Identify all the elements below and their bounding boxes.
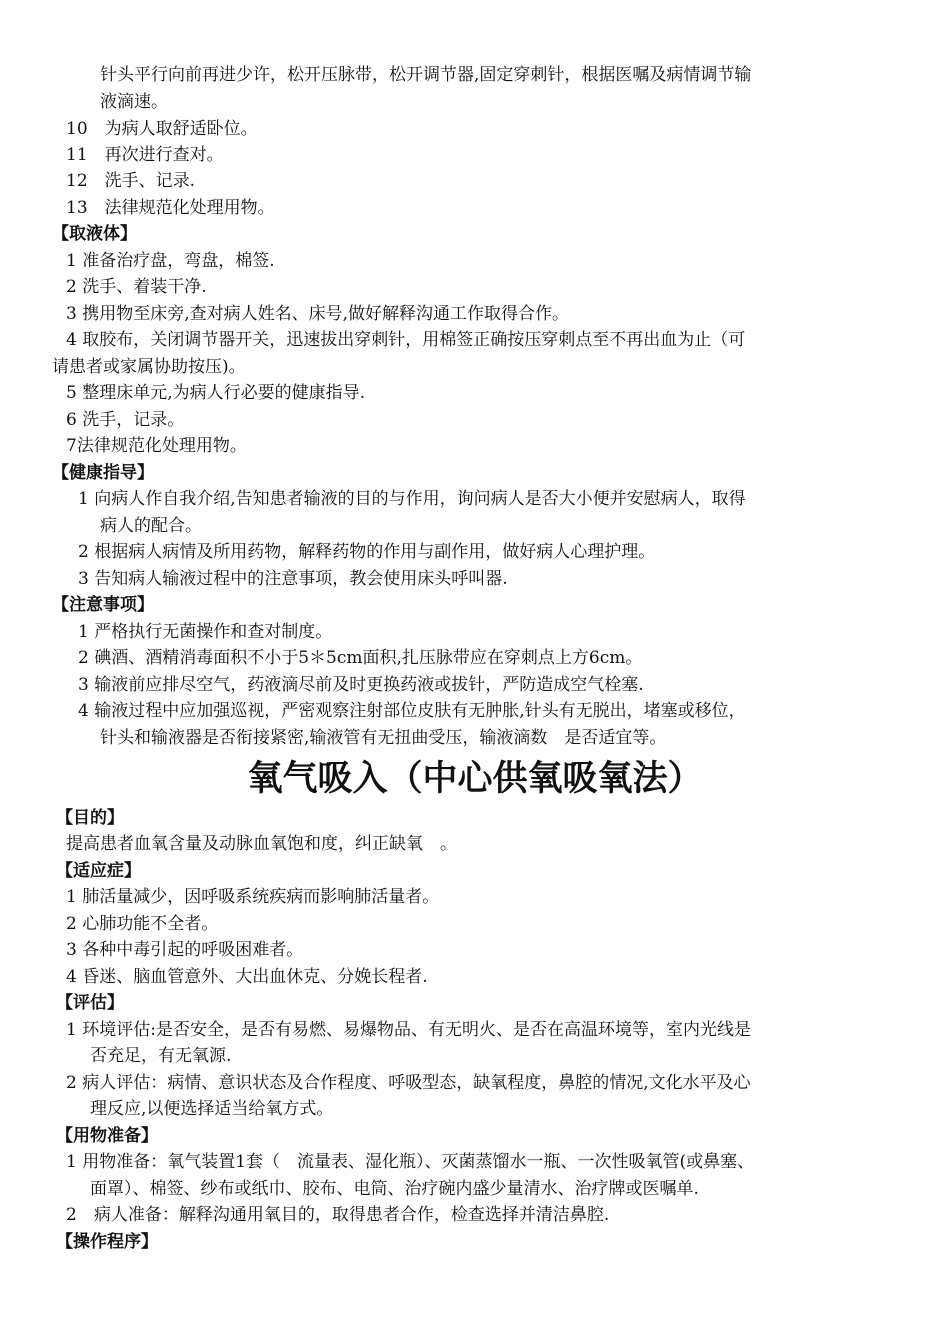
health-guidance-heading: 【健康指导】	[52, 463, 154, 483]
precautions-item-4: 4 输液过程中应加强巡视，严密观察注射部位皮肤有无肿胀,针头有无脱出，堵塞或移位，	[78, 701, 746, 721]
supplies-heading: 【用物准备】	[56, 1126, 158, 1146]
step-13: 13 法律规范化处理用物。	[66, 198, 275, 218]
take-fluid-item-7: 7法律规范化处理用物。	[66, 436, 247, 456]
assessment-item-1-continued: 否充足，有无氧源.	[90, 1046, 232, 1066]
oxygen-section-title: 氧气吸入（中心供氧吸氧法）	[247, 759, 703, 799]
precautions-item-2: 2 碘酒、酒精消毒面积不小于5＊5cm面积,扎压脉带应在穿刺点上方6cm。	[78, 648, 643, 668]
step-11: 11 再次进行查对。	[66, 145, 224, 165]
supplies-item-1: 1 用物准备：氧气装置1套（ 流量表、湿化瓶）、灭菌蒸馏水一瓶、一次性吸氧管(或鼻塞、	[66, 1152, 755, 1172]
assessment-item-2-continued: 理反应,以便选择适当给氧方式。	[90, 1099, 334, 1119]
take-fluid-item-3: 3 携用物至床旁,查对病人姓名、床号,做好解释沟通工作取得合作。	[66, 304, 570, 324]
take-fluid-item-1: 1 准备治疗盘，弯盘，棉签.	[66, 251, 275, 271]
step-9-continued-line-2: 液滴速。	[100, 92, 168, 112]
assessment-heading: 【评估】	[56, 993, 124, 1013]
procedure-heading: 【操作程序】	[56, 1232, 158, 1252]
precautions-item-3: 3 输液前应排尽空气，药液滴尽前及时更换药液或拔针，严防造成空气栓塞.	[78, 675, 644, 695]
indications-item-2: 2 心肺功能不全者。	[66, 914, 219, 934]
supplies-item-2: 2 病人准备：解释沟通用氧目的，取得患者合作，检查选择并清洁鼻腔.	[66, 1205, 610, 1225]
indications-item-1: 1 肺活量减少，因呼吸系统疾病而影响肺活量者。	[66, 887, 440, 907]
health-guidance-item-2: 2 根据病人病情及所用药物，解释药物的作用与副作用，做好病人心理护理。	[78, 542, 656, 562]
take-fluid-heading: 【取液体】	[52, 224, 137, 244]
take-fluid-item-2: 2 洗手、着装干净.	[66, 277, 207, 297]
purpose-heading: 【目的】	[56, 808, 124, 828]
health-guidance-item-1: 1 向病人作自我介绍,告知患者输液的目的与作用，询问病人是否大小便并安慰病人，取得	[78, 489, 746, 509]
precautions-heading: 【注意事项】	[52, 595, 154, 615]
indications-item-4: 4 昏迷、脑血管意外、大出血休克、分娩长程者.	[66, 967, 428, 987]
precautions-item-1: 1 严格执行无菌操作和查对制度。	[78, 622, 333, 642]
step-9-continued-line-1: 针头平行向前再进少许，松开压脉带，松开调节器,固定穿刺针，根据医嘱及病情调节输	[100, 65, 752, 85]
step-10: 10 为病人取舒适卧位。	[66, 119, 258, 139]
step-12: 12 洗手、记录.	[66, 171, 196, 191]
assessment-item-1: 1 环境评估:是否安全，是否有易燃、易爆物品、有无明火、是否在高温环境等，室内光线是	[66, 1020, 751, 1040]
take-fluid-item-6: 6 洗手，记录。	[66, 410, 185, 430]
indications-heading: 【适应症】	[56, 861, 141, 881]
purpose-text: 提高患者血氧含量及动脉血氧饱和度，纠正缺氧 。	[66, 834, 457, 854]
take-fluid-item-5: 5 整理床单元,为病人行必要的健康指导.	[66, 383, 366, 403]
take-fluid-item-4: 4 取胶布，关闭调节器开关，迅速拔出穿刺针，用棉签正确按压穿刺点至不再出血为止（可	[66, 330, 746, 350]
take-fluid-item-4-continued: 请患者或家属协助按压)。	[52, 357, 246, 377]
assessment-item-2: 2 病人评估：病情、意识状态及合作程度、呼吸型态，缺氧程度，鼻腔的情况,文化水平及心	[66, 1073, 751, 1093]
supplies-item-1-continued: 面罩）、棉签、纱布或纸巾、胶布、电筒、治疗碗内盛少量清水、治疗牌或医嘱单.	[90, 1179, 699, 1199]
indications-item-3: 3 各种中毒引起的呼吸困难者。	[66, 940, 304, 960]
health-guidance-item-1-continued: 病人的配合。	[100, 516, 202, 536]
health-guidance-item-3: 3 告知病人输液过程中的注意事项，教会使用床头呼叫器.	[78, 569, 508, 589]
precautions-item-4-continued: 针头和输液器是否衔接紧密,输液管有无扭曲受压，输液滴数 是否适宜等。	[100, 728, 667, 748]
